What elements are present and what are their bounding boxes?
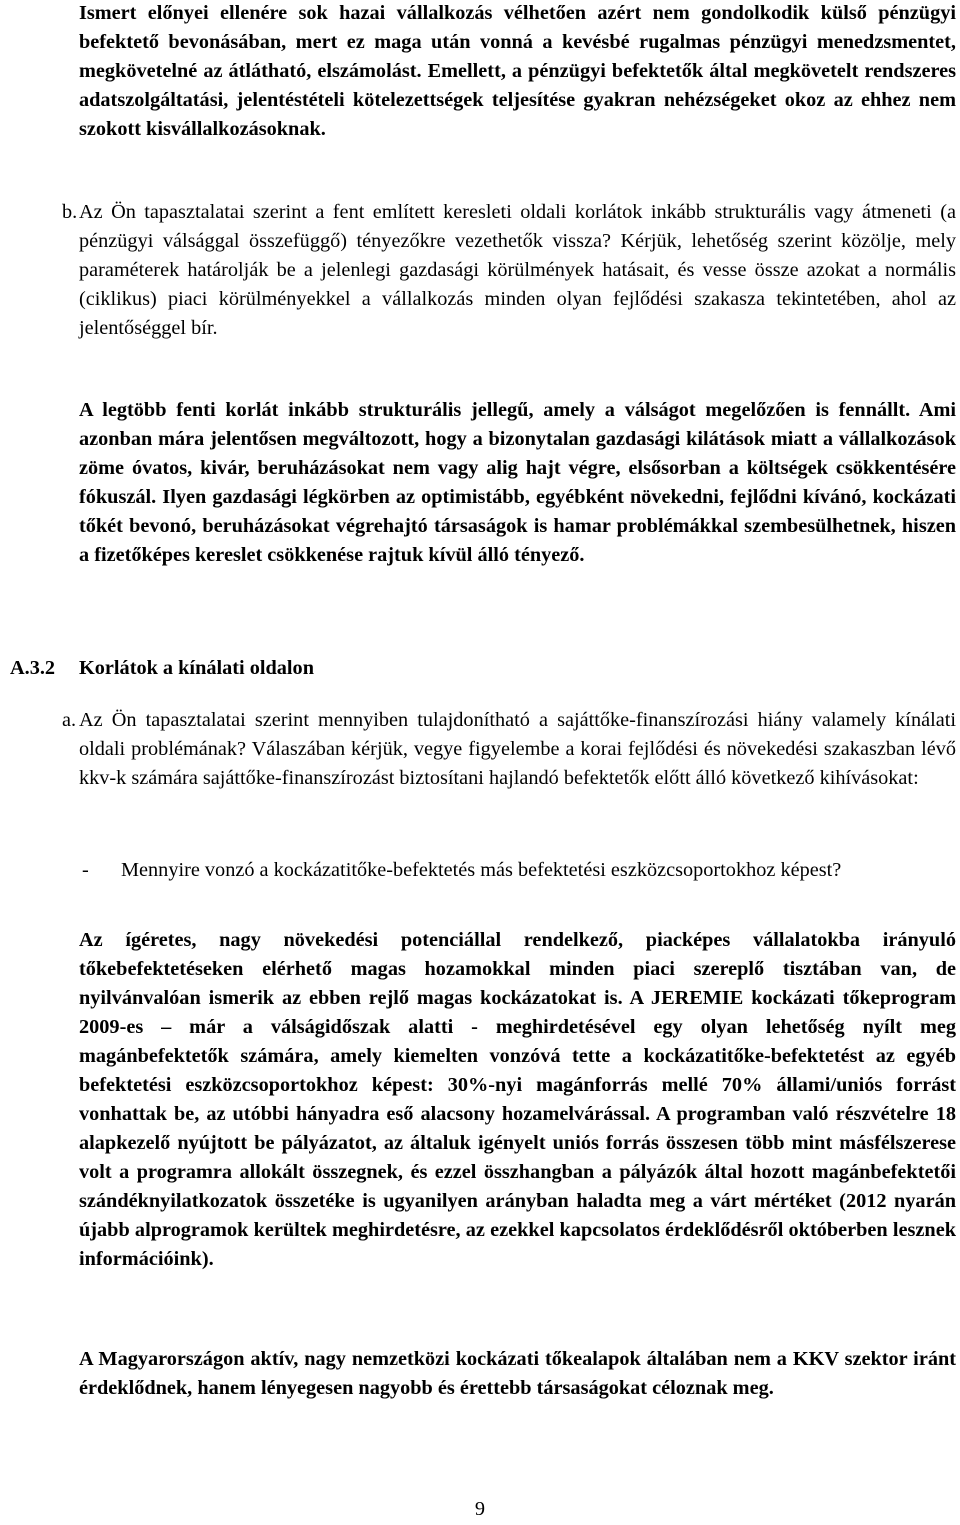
question-b: Az Ön tapasztalatai szerint a fent említett keresleti oldali korlátok inkább strukturális vagy átmeneti (a pénzügyi válsággal összefüggő) tényezőkre vezethetők vissza? Kérjük, lehetőség szerint közölje, mely paraméterek határolják be a jelenlegi gazdasági körülmények hatásait, és vesse össze azokat a normális (ciklikus) piaci körülményekkel a vállalkozás minden olyan fejlődési szakasza tekintetében, ahol az jelentőséggel bír.: [79, 201, 956, 339]
answer-b: A legtöbb fenti korlát inkább strukturális jellegű, amely a válságot megelőzően is fennállt. Ami azonban mára jelentősen megváltozott, hogy a bizonytalan gazdasági kilátások miatt a vállalkozások zöme óvatos, kivár, beruházásokat nem vagy alig hajt végre, elsősorban a költségek csökkentésére fókuszál. Ilyen gazdasági légkörben az optimistább, egyébként növekedni, fejlődni kívánó, kockázati tőkét bevonó, beruházásokat végrehajtó társaságok is hamar problémákkal szembesülhetnek, hiszen a fizetőképes kereslet csökkenése rajtuk kívül álló tényező.: [79, 399, 956, 566]
list-marker-b: b.: [62, 201, 78, 223]
section-title: Korlátok a kínálati oldalon: [79, 657, 314, 679]
question-a: Az Ön tapasztalatai szerint mennyiben tulajdonítható a sajáttőke-finanszírozási hiány valamely kínálati oldali problémának? Válaszában kérjük, vegye figyelembe a korai fejlődési és növekedési szakaszban lévő kkv-k számára sajáttőke-finanszírozást biztosítani hajlandó befektetők előtt álló következő kihívásokat:: [79, 709, 956, 789]
answer-a: Az ígéretes, nagy növekedési potenciállal rendelkező, piacképes vállalatokba irányuló tőkebefektetéseken elérhető magas hozamokkal minden piaci szereplő tisztában van, de nyilvánvalóan ismerik az ebben rejlő magas kockázatokat is. A JEREMIE kockázati tőkeprogram 2009-es – már a válságidőszak alatti - meghirdetésével egy olyan lehetőség nyílt meg magánbefektetők számára, amely kiemelten vonzóvá tette a kockázatitőke-befektetést az egyéb befektetési eszközcsoportokhoz képest: 30%-nyi magánforrás mellé 70% állami/uniós forrást vonhattak be, az utóbbi hányadra eső alacsony hozamelvárással. A programban való részvételre 18 alapkezelő nyújtott be pályázatot, az általuk igényelt uniós forrás összesen több mint másfélszerese volt a programra allokált összegnek, és ezzel összhangban a pályázók által hozott magánbefektetői szándéknyilatkozatok összetéke is ugyanilyen arányban haladta meg a várt mértéket (2012 nyarán újabb alprogramok kerültek meghirdetésre, az ezekkel kapcsolatos érdeklődésről októberben lesznek információink).: [79, 929, 956, 1270]
section-number: A.3.2: [10, 657, 56, 679]
bullet-item: Mennyire vonzó a kockázatitőke-befektetés más befektetési eszközcsoportokhoz képest?: [121, 859, 842, 881]
bullet-dash: -: [82, 859, 89, 881]
list-marker-a: a.: [62, 709, 77, 731]
paragraph-intro: Ismert előnyei ellenére sok hazai vállalkozás vélhetően azért nem gondolkodik külső pénzügyi befektető bevonásában, mert ez maga után vonná a kevésbé rugalmas pénzügyi menedzsmentet, megkövetelné az átlátható, elszámolást. Emellett, a pénzügyi befektetők által megkövetelt rendszeres adatszolgáltatási, jelentéstételi kötelezettségek teljesítése gyakran nehézségeket okoz az ehhez nem szokott kisvállalkozásoknak.: [79, 2, 956, 140]
closing-paragraph: A Magyarországon aktív, nagy nemzetközi kockázati tőkealapok általában nem a KKV szektor iránt érdeklődnek, hanem lényegesen nagyobb és érettebb társaságokat céloznak meg.: [79, 1348, 956, 1399]
page-number: 9: [474, 1498, 486, 1520]
